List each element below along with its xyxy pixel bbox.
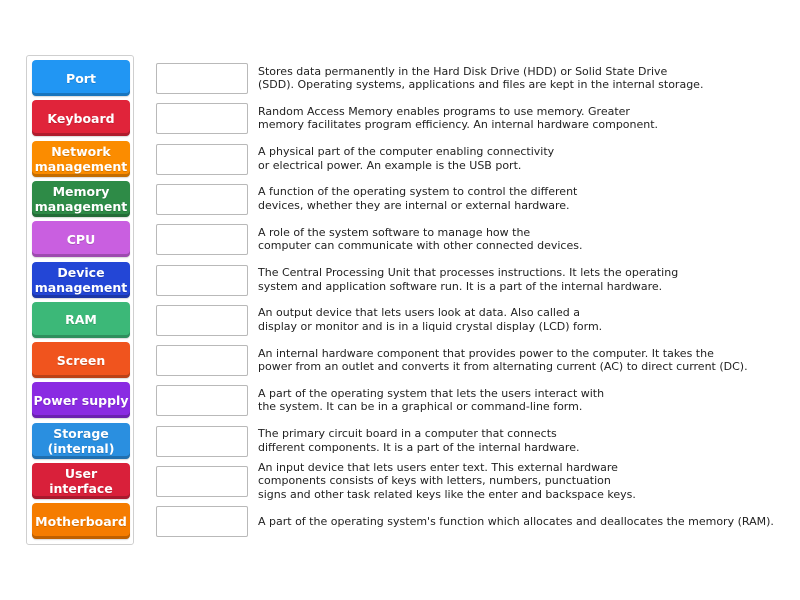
description-text: Random Access Memory enables programs to use memory. Greater memory facilitates program efficiency. An internal hardware component. [258,104,659,132]
answer-tile-label: Device management [34,264,128,295]
answer-tile-label: CPU [66,231,96,247]
answer-tile[interactable] [32,141,130,177]
description-text: Stores data permanently in the Hard Disk Drive (HDD) or Solid State Drive (SDD). Operating systems, applications and files are kept in the internal storage. [258,64,704,91]
answer-drop-slot[interactable] [156,224,248,255]
description-text: An output device that lets users look at data. Also called a display or monitor and is in a liquid crystal display (LCD) form. [258,306,603,333]
answer-drop-slot[interactable] [156,426,248,457]
answer-tile-label: Motherboard [35,513,127,529]
answer-drop-slot[interactable] [156,184,248,215]
answer-tile[interactable] [32,262,130,298]
answer-drop-slot[interactable] [156,466,248,497]
answer-drop-slot[interactable] [156,103,248,134]
answer-tile-label: User interface [49,466,113,496]
answer-drop-slot[interactable] [156,63,248,94]
answer-tile[interactable] [32,100,130,136]
answer-drop-slot[interactable] [156,265,248,296]
description-text: A function of the operating system to control the different devices, whether they are internal or external hardware. [258,185,578,212]
answer-tile-label: Port [66,70,96,86]
answer-tile[interactable] [32,342,130,378]
answer-tile[interactable] [32,302,130,338]
answer-tile-label: Network management [34,143,128,174]
description-text: An internal hardware component that provides power to the computer. It takes the power from an outlet and converts it from alternating current (AC) to direct current (DC). [258,346,748,374]
answer-tile[interactable] [32,60,130,96]
answer-tile-label: Screen [56,352,106,368]
answer-tile[interactable] [32,503,130,539]
answer-tile-label: Keyboard [47,110,115,126]
answer-drop-slot[interactable] [156,345,248,376]
answer-tile[interactable] [32,463,130,499]
description-text: A role of the system software to manage how the computer can communicate with other connected devices. [258,225,583,253]
answer-tile-label: Storage (internal) [47,425,115,456]
description-text: The primary circuit board in a computer that connects different components. It is a part of the internal hardware. [258,427,580,454]
answer-drop-slot[interactable] [156,506,248,537]
answer-tile-label: RAM [65,312,97,328]
answer-tile-label: Memory management [34,183,128,214]
answer-tile[interactable] [32,181,130,217]
description-text: The Central Processing Unit that processes instructions. It lets the operating system and application software run. It is a part of the internal hardware. [258,266,679,293]
description-text: A part of the operating system's function which allocates and deallocates the memory (RAM). [258,514,774,528]
description-text: A part of the operating system that lets the users interact with the system. It can be in a graphical or command-line form. [258,386,605,414]
answer-tile[interactable] [32,423,130,459]
answer-tile[interactable] [32,221,130,257]
description-text: A physical part of the computer enabling connectivity or electrical power. An example is the USB port. [258,145,555,172]
answer-tile-label: Power supply [33,392,129,408]
answer-tile[interactable] [32,382,130,418]
answer-drop-slot[interactable] [156,305,248,336]
answer-drop-slot[interactable] [156,385,248,416]
description-text: An input device that lets users enter text. This external hardware components consists of keys with letters, numbers, punctuation signs and other task related keys like the enter and backspace keys. [258,460,636,501]
answer-drop-slot[interactable] [156,144,248,175]
